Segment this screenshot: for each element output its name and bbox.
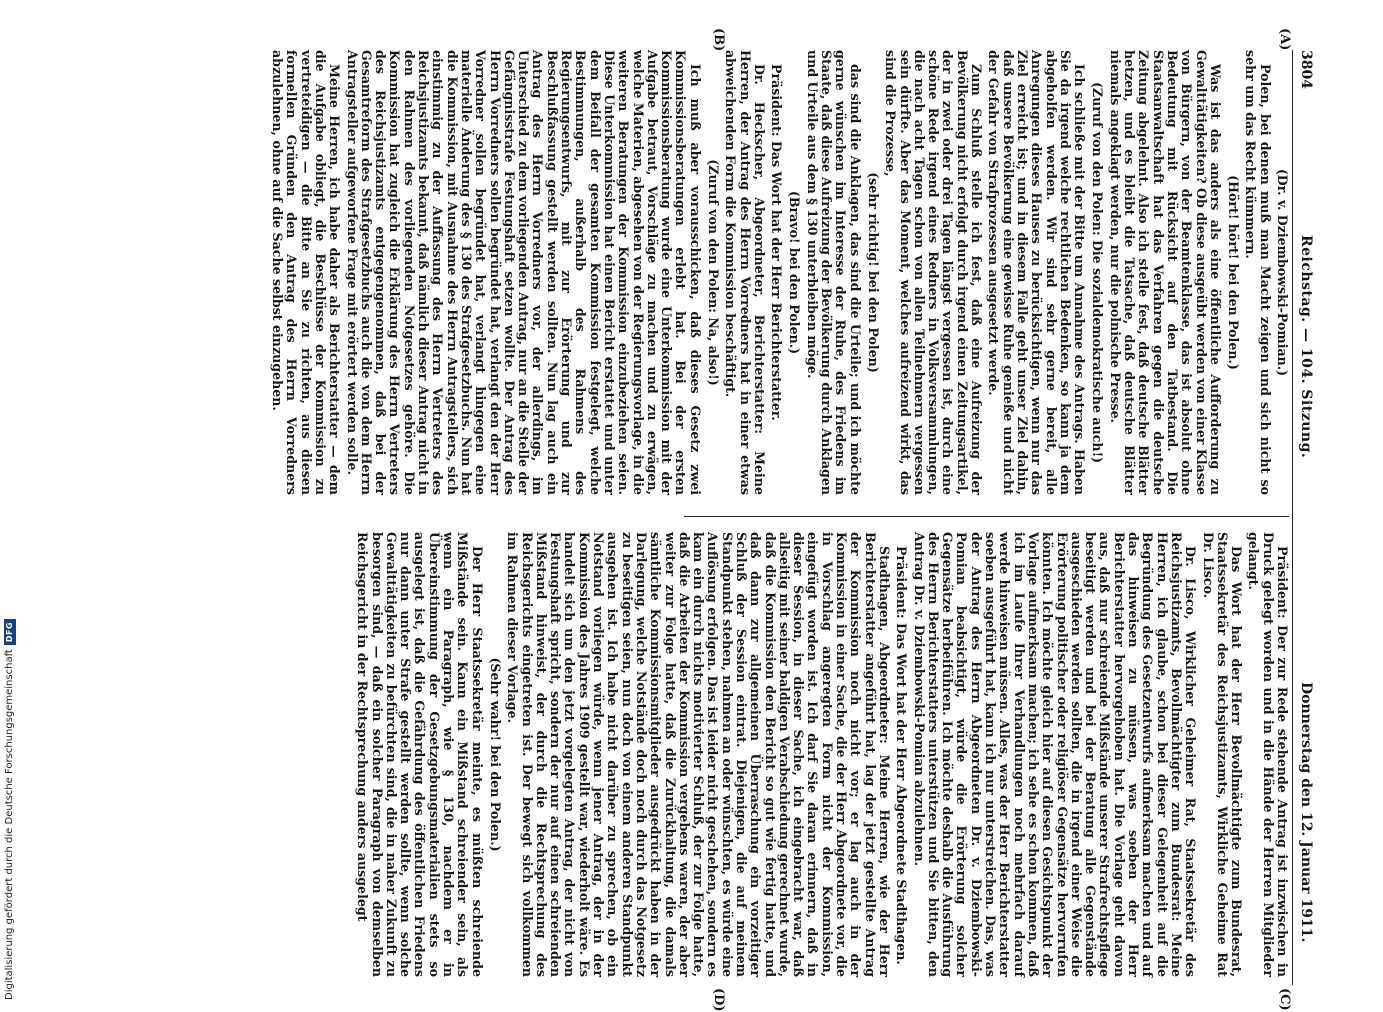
speaker-reference: (Dr. v. Dziembowski-Pomian.) <box>1275 168 1290 377</box>
paragraph: Stadthagen, Abgeordneter: Meine Herren, wie der Herr Berichterstatter angeführt hat, lag der jetzt gestellte Antrag der Kommission noch nicht vor; er lag auch in der Kommission in einer Sache, die der Herr Abgeordnete vor, die in Vorschlag angeregten Form nicht der Kommission, eingefügt worden ist. Ich darf Sie daran erinnern, daß in dieser Session, in dieser Sache, ich eingebracht war, daß allseitig mit seiner baldigen Verabschiedung gerechnet wurde, daß die Kommission den Bericht so gut wie fertig hatte, und daß dann zur allgemeinen Überraschung ein vorzeitiger Schluß der Session eintrat. Diejenigen, die auf meinem Standpunkt stehen, nahmen an oder wünschten, es würde eine Auflösung erfolgen. Das ist leider nicht geschehen, sondern es kam ein durch nichts motivierter Schluß, der zur Folge hatte, daß die Arbeiten der Kommission vergebens waren, der aber weiter zur Folge hatte, daß die Zurückhaltung, die damals sämtliche Kommissionsmitglieder ausgedrückt haben in der Darlegung, welche Notstände doch noch durch das Notgesetz zu beseitigen seien, nun doch von einem anderen Standpunkt ausgehen ist. Ich habe nicht darüber zu sprechen, ob ein Notstand vorliegen würde, wenn jener Antrag, der in der Kommission des Jahres 1909 gestellt war, wiederholt wäre. Es handelt sich um den jetzt vorgelegten Antrag, der nicht von Festungshaft spricht, sondern der nur auf einen schreienden Mißstand hinweist, der durch die Rechtsprechung des Reichsgerichts eingetreten ist. Der bewegt sich vollkommen im Rahmen dieser Vorlage. <box>505 532 892 977</box>
session-date: Donnerstag den 12. Januar 1911. <box>1298 682 1314 943</box>
margin-mark-a: (A) <box>1277 28 1292 51</box>
digitization-credit <box>3 0 17 1000</box>
margin-mark-d: (D) <box>711 988 726 1012</box>
interjection: (Zuruf von den Polen: Na, also!) <box>706 159 722 386</box>
paragraph: Dr. Lisco, Wirklicher Geheimer Rat, Staatssekretär des Reichsjustizamts, Bevollmächtigter zum Bundesrat: Meine Herren, ich glaube, schon bei dieser Gelegenheit auf die Begründung des Gesetzentwurfs aufmerksam machen und auf das hinweisen zu müssen, was soeben der Herr Berichterstatter hervorgehoben hat. Die Vorlage geht davon aus, daß nur schreiende Mißstände unserer Strafrechtspflege beseitigt werden und bei der Beratung alle Gegenstände ausgeschieden werden sollten, die in irgend einer Weise die Erörterung politischer oder religiöser Gegensätze hervorrufen könnten. Ich möchte gleich hier auf diesen Gesichtspunkt der Vorlage aufmerksam machen; ich sehe es schon kommen, daß ich im Laufe Ihrer Verhandlungen noch mehrfach darauf werde hinweisen müssen. Alles, was der Herr Berichterstatter soeben ausgeführt hat, kann ich nur unterstreichen. Das, was der Antrag des Herrn Abgeordneten Dr. v. Dziembowski-Pomian beabsichtigt, würde die Erörterung solcher Gegensätze herbeiführen. Ich möchte deshalb die Ausführung des Herrn Berichterstatters unterstützen und Sie bitten, den Antrag Dr. v. Dziembowski-Pomian abzulehnen. <box>911 532 1199 977</box>
paragraph: Ich schließe mit der Bitte um Annahme des Antrags. Haben Sie da irgend welche rechtlichen Bedenken, so kann ja dem abgeholfen werden. Wir sind sehr gerne bereit, alle Anregungen dieses Hauses zu berücksichtigen, wenn nur das Ziel erreicht ist; und in diesem Falle geht unser Ziel dahin, daß unsere Bevölkerung eine gewisse Ruhe genieße und nicht der Gefahr von Strafprozessen ausgesetzt werde. <box>986 50 1088 495</box>
credit-text: Digitalisierung gefördert durch die Deutsche Forschungsgemeinschaft <box>4 649 15 1000</box>
column-divider <box>684 516 1289 517</box>
paragraph: Dr. Heckscher, Abgeordneter, Berichterstatter: Meine Herren, der Antrag des Herrn Vorredners hat in einer etwas abweichenden Form die Kommission beschäftigt. <box>723 50 767 495</box>
dfg-logo: DFG <box>4 619 16 645</box>
paragraph: Das Wort hat der Herr Bevollmächtigte zum Bundesrat, Staatssekretär des Reichsjustizamts, Wirkliche Geheime Rat Dr. Lisco. <box>1200 532 1245 977</box>
session-title: Reichstag. — 104. Sitzung. <box>1298 235 1314 459</box>
speaker-line: Präsident: Das Wort hat der Herr Berichterstatter. <box>769 64 785 421</box>
interjection: (sehr richtig! bei den Polen) <box>865 172 881 373</box>
interjection: (Zuruf von den Polen: Die sozialdemokratische auch!) <box>1090 81 1106 464</box>
paragraph: Der Herr Staatssekretär meinte, es müßten schreiende Mißstände sein. Kann ein Mißstand schreiender sein, als wenn ein Paragraph, wie § 130, nachdem er in Übereinstimmung der Gesetzgebungsmaterialien stets so ausgelegt ist, daß die Gefährdung des öffentlichen Friedens nur dann unter Strafe gestellt werden sollte, wenn solche Gewalttätigkeiten zu befürchten sind, die in naher Zukunft zu besorgen sind, — daß ein solcher Paragraph von demselben Reichsgericht in der Rechtsprechung anders ausgelegt <box>355 532 485 977</box>
paragraph: Was ist das anders als eine öffentliche Aufforderung zu Gewalttätigkeiten? Ob diese ausgeübt werden von einer Klasse von Bürgern, von der Beamtenklasse, das ist absolut ohne Bedeutung mit Rücksicht auf den Tatbestand. Die Staatsanwaltschaft hat das Verfahren gegen die deutsche Zeitung abgelehnt. Also ich stelle fest, daß deutsche Blätter hetzen, und es bleibt die Tatsache, daß deutsche Blätter niemals angeklagt werden, nur die polnische Presse. <box>1107 50 1223 495</box>
speaker-line: Präsident: Das Wort hat der Herr Abgeordnete Stadthagen. <box>894 546 910 965</box>
interjection: (Bravo! bei den Polen.) <box>787 190 803 355</box>
margin-mark-b: (B) <box>711 28 726 52</box>
paragraph: Präsident: Der zur Rede stehende Antrag ist inzwischen in Druck gelegt worden und in die Hände der Herren Mitglieder gelangt. <box>1246 532 1290 977</box>
page-header <box>1292 50 1315 985</box>
interjection: (Hört! hört! bei den Polen.) <box>1226 175 1242 370</box>
paragraph: Polen, bei denen muß man Macht zeigen und sich nicht so sehr um das Recht kümmern. <box>1243 50 1273 495</box>
paragraph: Ich muß aber vorausschicken, daß dieses Gesetz zwei Kommissionsberatungen erlebt hat. Bei der ersten Kommissionsberatung wurde eine Unterkommission mit der Aufgabe betraut, Vorschläge zu machen und zu erwägen, welche Materien, abgesehen von der Regierungsvorlage, in die weiteren Beratungen der Kommission einzubeziehen seien. Diese Unterkommission hat einen Bericht erstattet und unter dem Beifall der gesamten Kommission festgelegt, welche Bestimmungen, außerhalb des Rahmens des Regierungsentwurfs, mit zur Erörterung und zur Beschlußfassung gestellt werden sollten. Nun lag auch ein Antrag des Herrn Vorredners vor, der allerdings, im Unterschied zu dem vorliegenden Antrag, nur an die Stelle der Gefängnisstrafe Festungshaft setzen wollte. Der Antrag des Herrn Vorredners sollen begründet hat, verlangt den der Herr Vorredner sollen begründet hat, verlangt hingegen eine materielle Änderung des § 130 des Strafgesetzbuchs. Nun hat die Kommission, mit Ausnahme des Herrn Antragstellers, sich einstimmig zu der Auffassung des Herrn Vertreters des Reichsjustizamts bekannt, daß nämlich dieser Antrag nicht in den Rahmen des vorliegenden Notgesetzes gehöre. Die Kommission hat zugleich die Erklärung des Herrn Vertreters des Reichsjustizamts entgegengenommen, daß bei der Gesamtreform des Strafgesetzbuchs auch die von dem Herrn Antragsteller aufgeworfene Frage mit erörtert werden solle. <box>344 50 703 495</box>
paragraph: das sind die Anklagen, das sind die Urteile; und ich möchte gerne wünschen im Interesse der Ruhe, des Friedens im Staate, daß diese Aufreizung der Bevölkerung durch Anklagen und Urteile aus dem § 130 unterbleiben möge. <box>804 50 863 495</box>
page-number: 3804 <box>1298 50 1314 89</box>
right-text-column <box>352 532 1289 977</box>
left-text-column <box>267 50 1289 495</box>
margin-mark-c: (C) <box>1277 988 1292 1011</box>
interjection: (Sehr wahr! bei den Polen.) <box>487 657 503 852</box>
rotated-document-page <box>75 28 1315 1012</box>
paragraph: Meine Herren, ich habe daher als Berichterstatter — dem die Aufgabe obliegt, die Beschlüsse der Kommission zu vertreteidigen — die Bitte an Sie zu richten, aus diesen formellen Gründen den Antrag des Herrn Vorredners abzulehnen, ohne auf die Sache selbst einzugehen. <box>270 50 343 495</box>
paragraph: Zum Schluß stelle ich fest, daß eine Aufreizung der Bevölkerung nicht erfolgt durch irgend einen Zeitungsartikel, der in zwei oder drei Tagen längst vergessen ist, durch eine schöne Rede irgend eines Redners in Volksversammlungen, die nach acht Tagen schon von allen Teilnehmern vergessen sein dürfte. Aber das Moment, welches aufreizend wirkt, das sind die Prozesse, <box>883 50 985 495</box>
